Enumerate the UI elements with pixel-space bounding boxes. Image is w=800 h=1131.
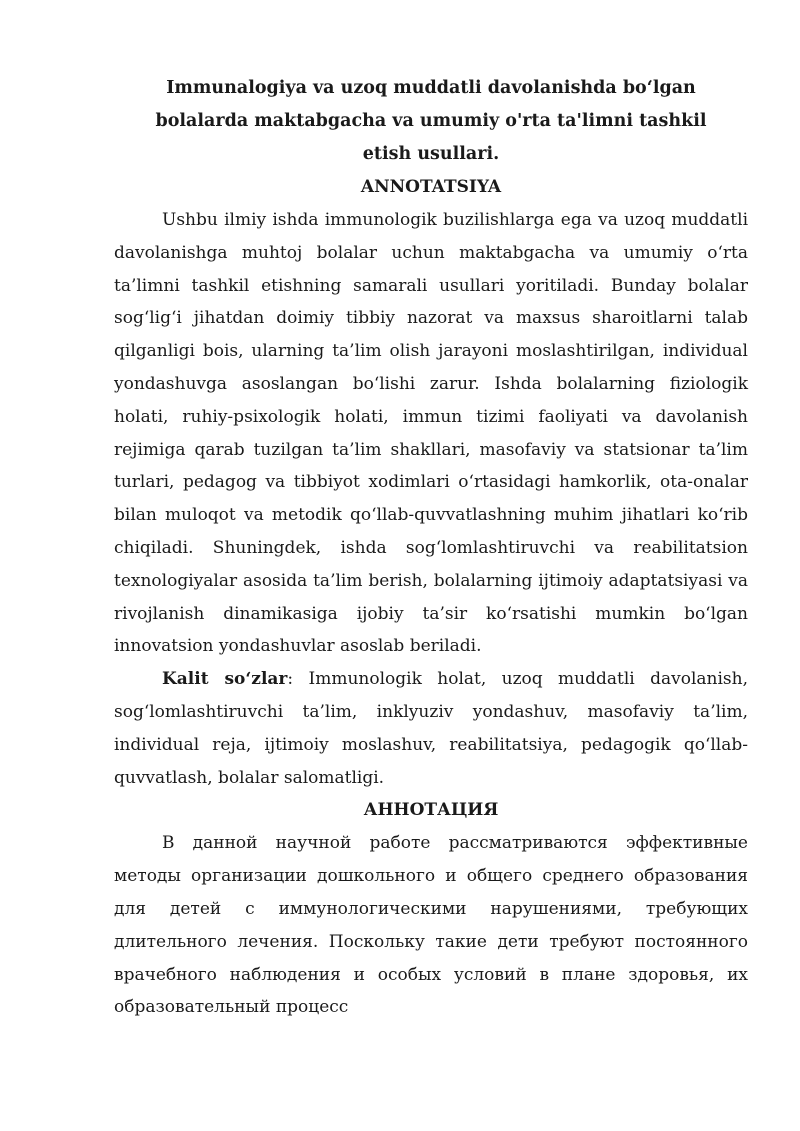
document-page <box>114 72 748 1024</box>
title-line-3: etish usullari. <box>362 144 500 164</box>
annotation-ru-body: В данной научной работе рассматриваются эффективные методы организации дошкольного и общего среднего образования для детей с иммунологическими нарушениями, требующих длительного лечения. Поскольку такие дети требуют постоянного врачебного наблюдения и особых условий в плане здоровья, их образовательный процесс <box>114 833 748 1018</box>
title-line-2: bolalarda maktabgacha va umumiy o'rta ta'limni tashkil <box>155 111 707 131</box>
keywords-paragraph <box>114 663 748 794</box>
annotation-uz-heading: ANNOTATSIYA <box>360 177 502 197</box>
annotation-uz-body: Ushbu ilmiy ishda immunologik buzilishlarga ega va uzoq muddatli davolanishga muhtoj bolalar uchun maktabgacha va umumiy o‘rta ta’limni tashkil etishning samarali usullari yoritiladi. Bunday bolalar sog‘lig‘i jihatdan doimiy tibbiy nazorat va maxsus sharoitlarni talab qilganligi bois, ularning ta’lim olish jarayoni moslashtirilgan, individual yondashuvga asoslangan bo‘lishi zarur. Ishda bolalarning fiziologik holati, ruhiy-psixologik holati, immun tizimi faoliyati va davolanish rejimiga qarab tuzilgan ta’lim shakllari, masofaviy va statsionar ta’lim turlari, pedagog va tibbiyot xodimlari o‘rtasidagi hamkorlik, ota-onalar bilan muloqot va metodik qo‘llab-quvvatlashning muhim jihatlari ko‘rib chiqiladi. Shuningdek, ishda sog‘lomlashtiruvchi va reabilitatsion texnologiyalar asosida ta’lim berish, bolalarning ijtimoiy adaptatsiyasi va rivojlanish dinamikasiga ijobiy ta’sir ko‘rsatishi mumkin bo‘lgan innovatsion yondashuvlar asoslab beriladi. <box>114 210 748 657</box>
annotation-ru-heading: АННОТАЦИЯ <box>363 800 499 821</box>
keywords-text: Immunologik holat, uzoq muddatli davolanish, sog‘lomlashtiruvchi ta’lim, inklyuziv yondashuv, masofaviy ta’lim, individual reja, ijtimoiy moslashuv, reabilitatsiya, pedagogik qo‘llab-quvvatlash, bolalar salomatligi. <box>114 669 748 788</box>
keywords-separator: : <box>287 669 294 690</box>
keywords-label: Kalit so‘zlar <box>162 669 288 690</box>
title-line-1: Immunalogiya va uzoq muddatli davolanishda bo‘lgan <box>166 78 696 98</box>
document-title <box>114 72 748 171</box>
